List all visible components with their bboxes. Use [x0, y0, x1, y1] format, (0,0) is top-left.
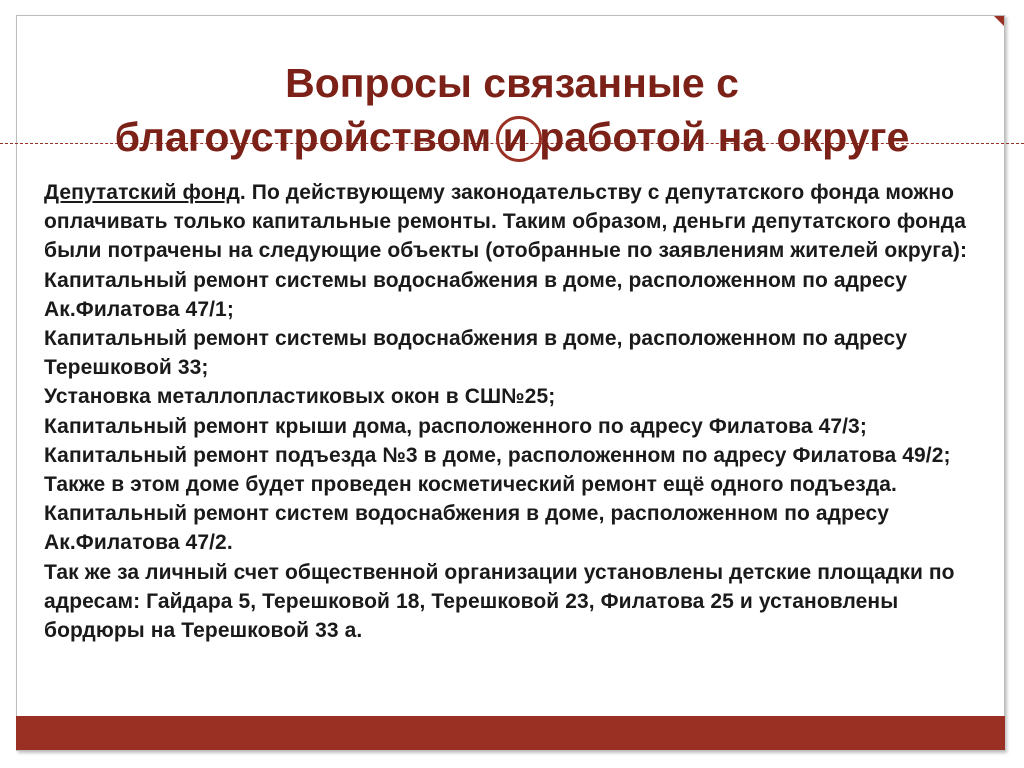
- slide-title: [30, 56, 994, 164]
- slide-body: [44, 178, 984, 645]
- intro-heading: Депутатский фонд: [44, 181, 240, 204]
- list-item: Так же за личный счет общественной организации установлены детские площадки по адресам: Гайдара 5, Терешковой 18, Терешковой 23, Филатова 25 и установлены бордюры на Терешковой 33 а.: [44, 560, 955, 643]
- list-item: Капитальный ремонт подъезда №3 в доме, расположенном по адресу Филатова 49/2; Также в этом доме будет проведен косметический ремонт ещё одного подъезда.: [44, 443, 951, 497]
- list-item: Установка металлопластиковых окон в СШ№25;: [44, 385, 556, 409]
- corner-accent: [994, 16, 1004, 26]
- list-item: Капитальный ремонт системы водоснабжения в доме, расположенном по адресу Терешковой 33;: [44, 327, 908, 380]
- bottom-accent-band: [16, 716, 1005, 750]
- list-item: Капитальный ремонт крыши дома, расположенного по адресу Филатова 47/3;: [44, 414, 867, 438]
- intro-paragraph: [44, 178, 984, 266]
- intro-text: . По действующему законодательству с депутатского фонда можно оплачивать только капитальные ремонты. Таким образом, деньги депутатского фонда были потрачены на следующие объекты (отобранные по заявлениям жителей округа):: [44, 181, 968, 263]
- title-line-2: благоустройством и работой на округе: [114, 114, 910, 160]
- list-item: Капитальный ремонт системы водоснабжения в доме, расположенном по адресу Ак.Филатова 47/1;: [44, 268, 908, 321]
- title-line-1: Вопросы связанные с: [285, 60, 739, 106]
- list-item: Капитальный ремонт систем водоснабжения в доме, расположенном по адресу Ак.Филатова 47/2.: [44, 502, 890, 555]
